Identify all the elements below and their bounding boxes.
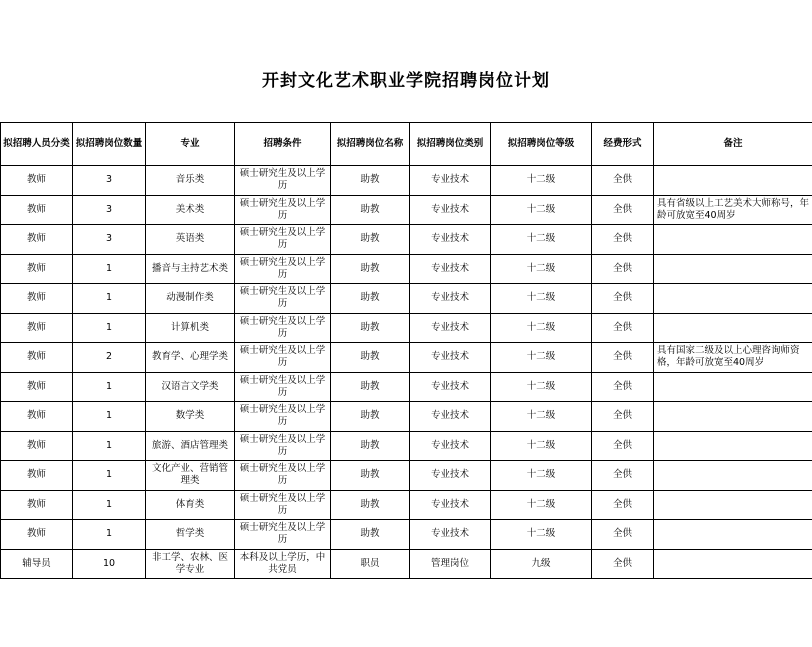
position-level-cell: 十二级	[491, 402, 592, 432]
funding-cell: 全供	[592, 284, 654, 314]
major-cell: 计算机类	[146, 313, 235, 343]
funding-cell: 全供	[592, 195, 654, 225]
major-cell: 旅游、酒店管理类	[146, 431, 235, 461]
category-cell: 教师	[1, 166, 73, 196]
position-type-cell: 专业技术	[410, 225, 491, 255]
position-type-cell: 专业技术	[410, 402, 491, 432]
category-cell: 教师	[1, 284, 73, 314]
major-cell: 美术类	[146, 195, 235, 225]
category-cell: 辅导员	[1, 549, 73, 579]
table-row	[1, 343, 812, 373]
position-name-cell: 助教	[331, 313, 410, 343]
quantity-cell: 3	[73, 166, 146, 196]
category-cell: 教师	[1, 343, 73, 373]
major-cell: 数学类	[146, 402, 235, 432]
position-level-cell: 十二级	[491, 343, 592, 373]
table-row	[1, 225, 812, 255]
quantity-cell: 1	[73, 520, 146, 550]
table-row	[1, 461, 812, 491]
quantity-cell: 1	[73, 490, 146, 520]
note-cell	[654, 402, 812, 432]
table-row	[1, 431, 812, 461]
position-name-cell: 助教	[331, 284, 410, 314]
position-name-cell: 助教	[331, 166, 410, 196]
position-level-cell: 十二级	[491, 284, 592, 314]
table-row	[1, 313, 812, 343]
position-level-cell: 十二级	[491, 431, 592, 461]
major-cell: 音乐类	[146, 166, 235, 196]
note-cell	[654, 372, 812, 402]
quantity-cell: 1	[73, 431, 146, 461]
position-type-cell: 专业技术	[410, 431, 491, 461]
position-name-cell: 助教	[331, 402, 410, 432]
position-level-cell: 十二级	[491, 490, 592, 520]
requirement-cell: 本科及以上学历，中共党员	[235, 549, 331, 579]
note-cell	[654, 431, 812, 461]
table-row	[1, 284, 812, 314]
note-cell	[654, 313, 812, 343]
quantity-cell: 1	[73, 254, 146, 284]
major-cell: 体育类	[146, 490, 235, 520]
requirement-cell: 硕士研究生及以上学历	[235, 461, 331, 491]
quantity-cell: 1	[73, 461, 146, 491]
funding-cell: 全供	[592, 520, 654, 550]
position-name-cell: 助教	[331, 225, 410, 255]
requirement-cell: 硕士研究生及以上学历	[235, 313, 331, 343]
category-cell: 教师	[1, 461, 73, 491]
note-cell	[654, 254, 812, 284]
category-cell: 教师	[1, 431, 73, 461]
requirement-cell: 硕士研究生及以上学历	[235, 490, 331, 520]
funding-cell: 全供	[592, 461, 654, 491]
position-level-cell: 十二级	[491, 372, 592, 402]
position-level-cell: 十二级	[491, 195, 592, 225]
category-cell: 教师	[1, 225, 73, 255]
requirement-cell: 硕士研究生及以上学历	[235, 254, 331, 284]
table-row	[1, 372, 812, 402]
table-row	[1, 490, 812, 520]
requirement-cell: 硕士研究生及以上学历	[235, 284, 331, 314]
position-type-cell: 专业技术	[410, 166, 491, 196]
major-cell: 非工学、农林、医学专业	[146, 549, 235, 579]
category-cell: 教师	[1, 520, 73, 550]
note-cell	[654, 520, 812, 550]
note-cell	[654, 284, 812, 314]
position-type-cell: 管理岗位	[410, 549, 491, 579]
position-type-cell: 专业技术	[410, 490, 491, 520]
header-cell: 拟招聘人员分类	[1, 123, 73, 166]
note-cell	[654, 166, 812, 196]
table-row	[1, 402, 812, 432]
quantity-cell: 2	[73, 343, 146, 373]
requirement-cell: 硕士研究生及以上学历	[235, 343, 331, 373]
position-type-cell: 专业技术	[410, 372, 491, 402]
header-cell: 备注	[654, 123, 812, 166]
funding-cell: 全供	[592, 343, 654, 373]
header-cell: 拟招聘岗位类别	[410, 123, 491, 166]
table-row	[1, 254, 812, 284]
quantity-cell: 1	[73, 372, 146, 402]
category-cell: 教师	[1, 402, 73, 432]
header-cell: 拟招聘岗位名称	[331, 123, 410, 166]
position-level-cell: 十二级	[491, 225, 592, 255]
table-body	[1, 166, 812, 579]
position-type-cell: 专业技术	[410, 313, 491, 343]
quantity-cell: 3	[73, 225, 146, 255]
quantity-cell: 1	[73, 284, 146, 314]
note-cell: 具有国家二级及以上心理咨询师资格，年龄可放宽至40周岁	[654, 343, 812, 373]
requirement-cell: 硕士研究生及以上学历	[235, 431, 331, 461]
major-cell: 哲学类	[146, 520, 235, 550]
category-cell: 教师	[1, 254, 73, 284]
position-name-cell: 助教	[331, 431, 410, 461]
position-name-cell: 助教	[331, 195, 410, 225]
requirement-cell: 硕士研究生及以上学历	[235, 166, 331, 196]
funding-cell: 全供	[592, 490, 654, 520]
major-cell: 播音与主持艺术类	[146, 254, 235, 284]
funding-cell: 全供	[592, 402, 654, 432]
requirement-cell: 硕士研究生及以上学历	[235, 520, 331, 550]
requirement-cell: 硕士研究生及以上学历	[235, 195, 331, 225]
position-type-cell: 专业技术	[410, 520, 491, 550]
position-type-cell: 专业技术	[410, 343, 491, 373]
funding-cell: 全供	[592, 166, 654, 196]
position-level-cell: 十二级	[491, 520, 592, 550]
position-name-cell: 助教	[331, 372, 410, 402]
position-level-cell: 九级	[491, 549, 592, 579]
requirement-cell: 硕士研究生及以上学历	[235, 372, 331, 402]
major-cell: 教育学、心理学类	[146, 343, 235, 373]
quantity-cell: 3	[73, 195, 146, 225]
funding-cell: 全供	[592, 431, 654, 461]
funding-cell: 全供	[592, 225, 654, 255]
position-type-cell: 专业技术	[410, 254, 491, 284]
note-cell	[654, 549, 812, 579]
table-header-row	[1, 123, 812, 166]
category-cell: 教师	[1, 195, 73, 225]
quantity-cell: 1	[73, 402, 146, 432]
position-name-cell: 助教	[331, 461, 410, 491]
major-cell: 动漫制作类	[146, 284, 235, 314]
quantity-cell: 1	[73, 313, 146, 343]
table-row	[1, 549, 812, 579]
position-name-cell: 助教	[331, 343, 410, 373]
funding-cell: 全供	[592, 549, 654, 579]
header-cell: 专业	[146, 123, 235, 166]
note-cell	[654, 490, 812, 520]
position-name-cell: 职员	[331, 549, 410, 579]
quantity-cell: 10	[73, 549, 146, 579]
position-name-cell: 助教	[331, 520, 410, 550]
category-cell: 教师	[1, 313, 73, 343]
category-cell: 教师	[1, 490, 73, 520]
position-type-cell: 专业技术	[410, 284, 491, 314]
position-type-cell: 专业技术	[410, 461, 491, 491]
position-type-cell: 专业技术	[410, 195, 491, 225]
major-cell: 英语类	[146, 225, 235, 255]
table-row	[1, 520, 812, 550]
recruitment-plan-table	[0, 122, 812, 579]
requirement-cell: 硕士研究生及以上学历	[235, 225, 331, 255]
document-title: 开封文化艺术职业学院招聘岗位计划	[262, 71, 550, 91]
position-level-cell: 十二级	[491, 313, 592, 343]
position-level-cell: 十二级	[491, 461, 592, 491]
position-name-cell: 助教	[331, 254, 410, 284]
header-cell: 拟招聘岗位数量	[73, 123, 146, 166]
header-cell: 拟招聘岗位等级	[491, 123, 592, 166]
major-cell: 文化产业、营销管理类	[146, 461, 235, 491]
table-row	[1, 166, 812, 196]
header-cell: 招聘条件	[235, 123, 331, 166]
requirement-cell: 硕士研究生及以上学历	[235, 402, 331, 432]
funding-cell: 全供	[592, 372, 654, 402]
table-row	[1, 195, 812, 225]
position-level-cell: 十二级	[491, 166, 592, 196]
category-cell: 教师	[1, 372, 73, 402]
funding-cell: 全供	[592, 313, 654, 343]
note-cell	[654, 461, 812, 491]
note-cell: 具有省级以上工艺美术大师称号，年龄可放宽至40周岁	[654, 195, 812, 225]
header-cell: 经费形式	[592, 123, 654, 166]
major-cell: 汉语言文学类	[146, 372, 235, 402]
position-name-cell: 助教	[331, 490, 410, 520]
position-level-cell: 十二级	[491, 254, 592, 284]
funding-cell: 全供	[592, 254, 654, 284]
note-cell	[654, 225, 812, 255]
